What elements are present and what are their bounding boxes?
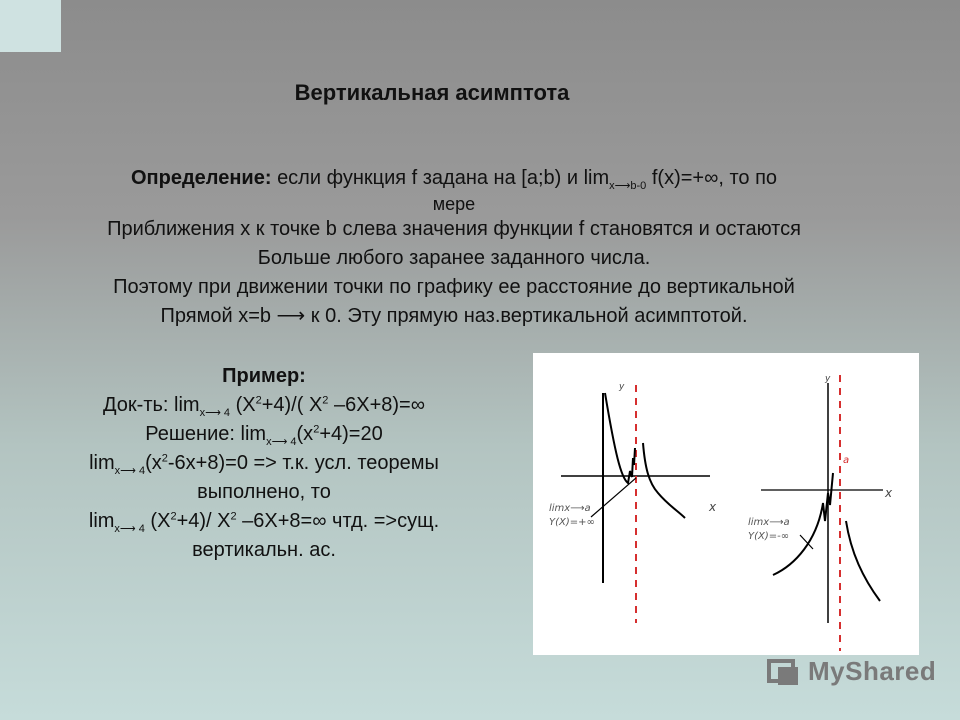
- graph-right: [748, 374, 893, 651]
- limit-subscript: x⟶ 4: [266, 436, 297, 448]
- exponent: 2: [230, 510, 237, 523]
- example-block: [22, 362, 506, 565]
- exponent: 2: [313, 423, 320, 436]
- definition-line-4: Больше любого заранее заданного числа.: [257, 247, 651, 269]
- exponent: 2: [170, 510, 177, 523]
- y-label-right: y: [825, 374, 831, 384]
- limit-subscript: x⟶b-0: [609, 180, 647, 192]
- text-part: +4)/( X: [261, 394, 323, 416]
- annotation-right-1: limx⟶a: [748, 517, 790, 528]
- annotation-left-1: limx⟶a: [549, 503, 591, 514]
- text-part: (X: [144, 510, 171, 532]
- example-line-4: выполнено, то: [197, 481, 331, 503]
- text-part: -6x+8)=0 => т.к. усл. теоремы: [167, 452, 439, 474]
- exponent: 2: [161, 452, 168, 465]
- text-part: (x: [296, 423, 314, 445]
- definition-line-3: Приближения x к точке b слева значения функции f становятся и остаются: [107, 218, 801, 240]
- example-line-5: [22, 507, 506, 536]
- text-part: –6X+8)=∞: [328, 394, 425, 416]
- text-part: lim: [89, 452, 115, 474]
- definition-line-2: мере: [432, 194, 476, 214]
- asymptote-a-label: a: [843, 455, 850, 466]
- watermark: [766, 656, 936, 689]
- watermark-text: MyShared: [808, 656, 937, 686]
- example-line-2: [22, 420, 506, 449]
- text-part: +4)=20: [319, 423, 383, 445]
- text-part: Док-ть: lim: [103, 394, 200, 416]
- text-part: +4)/ X: [176, 510, 231, 532]
- definition-text-part: если функция f задана на [a;b) и lim: [277, 167, 610, 189]
- text-part: (X: [230, 394, 256, 416]
- corner-block: [0, 0, 61, 52]
- limit-subscript: x⟶ 4: [114, 465, 146, 477]
- myshared-logo-icon: [766, 657, 802, 689]
- slide-title: Вертикальная асимптота: [294, 80, 570, 105]
- asymptote-figure: [533, 353, 919, 655]
- curve-right-branch: [643, 443, 685, 518]
- graph-left: [549, 382, 717, 623]
- example-line-3: [22, 449, 506, 478]
- text-part: (x: [145, 452, 162, 474]
- definition-line-5: Поэтому при движении точки по графику ее расстояние до вертикальной: [113, 276, 795, 298]
- exponent: 2: [255, 394, 262, 407]
- definition-label: Определение:: [130, 167, 272, 189]
- limit-subscript: x⟶ 4: [199, 407, 231, 419]
- definition-line-1: [28, 164, 880, 193]
- exponent: 2: [322, 394, 329, 407]
- annotation-left-2: Y(X)=+∞: [549, 517, 595, 528]
- definition-text-part: f(x)=+∞, то по: [646, 167, 778, 189]
- limit-subscript: x⟶ 4: [114, 523, 145, 535]
- asymptote-graphs: [533, 353, 919, 655]
- curve-right-right-branch: [846, 521, 880, 601]
- text-part: –6X+8=∞ чтд. =>сущ.: [236, 510, 440, 532]
- x-label-left: x: [709, 500, 717, 514]
- curve-left-branch: [605, 393, 635, 483]
- annotation-right-2: Y(X)=-∞: [748, 531, 790, 542]
- example-line-6: вертикальн. ас.: [192, 539, 336, 561]
- x-label-right: x: [885, 486, 893, 500]
- definition-line-6: Прямой x=b ⟶ к 0. Эту прямую наз.вертикальной асимптотой.: [160, 305, 748, 327]
- example-line-1: [22, 391, 506, 420]
- text-part: Решение: lim: [145, 423, 267, 445]
- definition-text: [28, 164, 880, 331]
- text-part: lim: [88, 510, 115, 532]
- y-label-left: y: [619, 382, 625, 392]
- example-heading: Пример:: [222, 365, 306, 387]
- annotation-arrow-left: [591, 478, 636, 517]
